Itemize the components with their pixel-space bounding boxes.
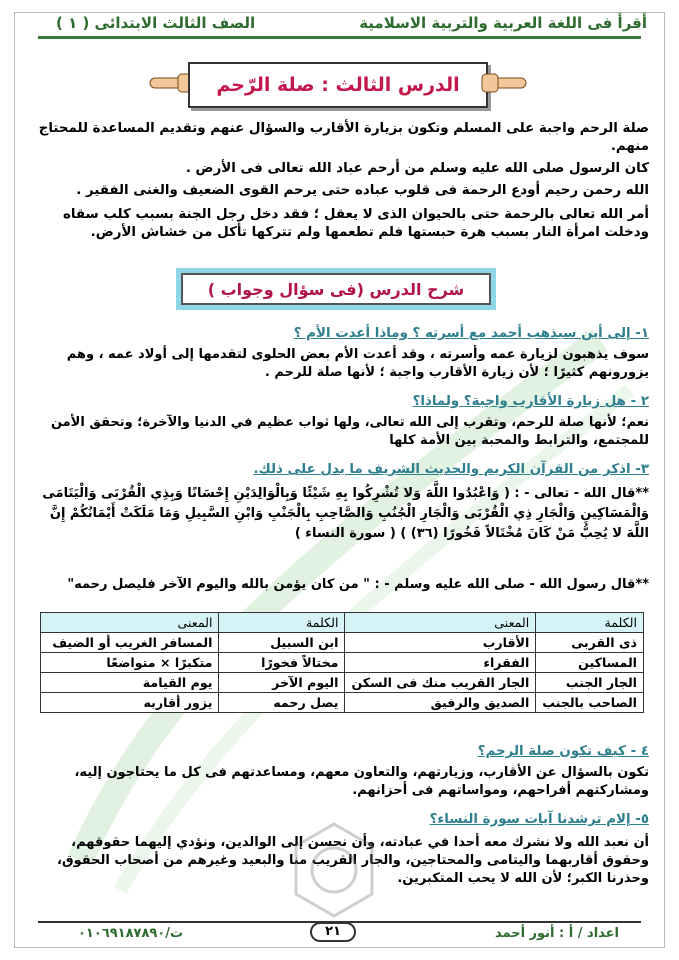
author-credit: اعداد / أ : أنور أحمد [494, 926, 619, 941]
vocabulary-table [40, 612, 644, 713]
table-header-row [41, 613, 644, 633]
answer-4: تكون بالسؤال عن الأقارب، وزيارتهم، والتعاون معهم، ومساعدتهم فى كل ما يحتاجون إليه، ومشاركتهم أفراحهم، ومواساتهم فى أحزانهم. [74, 765, 649, 798]
question-4: ٤ - كيف تكون صلة الرحم؟ [477, 744, 649, 759]
lesson-title: الدرس الثالث : صلة الرّحم [216, 74, 460, 96]
table-cell: الجار القريب منك فى السكن [345, 673, 536, 693]
table-cell: متكبرًا × متواضعًا [41, 653, 219, 673]
table-cell: الصاحب بالجنب [536, 693, 644, 713]
question-3: ٣- اذكر من القرآن الكريم والحديث الشريف ما يدل على ذلك. [253, 462, 649, 477]
series-title: أقرأ فى اللغة العربية والتربية الاسلامية [359, 14, 647, 32]
table-row [41, 673, 644, 693]
table-cell: ذى القربى [536, 633, 644, 653]
intro-paragraph: أمر الله تعالى بالرحمة حتى بالحيوان الذى لا يعقل ؛ فقد دخل رجل الجنة بسبب كلب سقاه ودخلت امرأة النار بسبب هرة حبستها فلم تطعمها ولم تتركها تأكل من خشاش الأرض. [62, 207, 649, 240]
column-header: المعنى [345, 613, 536, 633]
table-row [41, 653, 644, 673]
table-cell: يزور أقاربه [41, 693, 219, 713]
phone-number: ت/٠١٠٦٩١٨٧٨٩٠ [78, 926, 184, 941]
question-5: ٥- إلام ترشدنا آيات سورة النساء؟ [429, 812, 649, 827]
table-cell: الأقارب [345, 633, 536, 653]
grade-label: الصف الثالث الابتدائى ( ١ ) [56, 14, 256, 32]
pointing-hand-icon [478, 70, 528, 96]
page-number: ٢١ [310, 922, 356, 942]
intro-paragraph: كان الرسول صلى الله عليه وسلم من أرحم عباد الله تعالى فى الأرض . [185, 161, 649, 176]
answer-1: سوف يذهبون لزيارة عمه وأسرته ، وقد أعدت الأم بعض الحلوى لتقدمها إلى أولاد عمه ، وهم يزورونهم كثيرًا ؛ لأن زيارة الأقارب واجبة ؛ لأنها صلة للرحم . [66, 347, 649, 380]
table-cell: مختالاً فخورًا [219, 653, 345, 673]
answer-5: أن نعبد الله ولا نشرك معه أحدا في عبادته، وأن نحسن إلى الوالدين، ونؤدي إليهما حقوقهم، وحقوق أقاربهما واليتامى والمحتاجين، والجار القريب منا والبعيد وغيرهم من أصحاب الحقوق، وحذرنا الكبر؛ لأن الله لا يحب المتكبرين. [57, 835, 649, 886]
table-cell: المساكين [536, 653, 644, 673]
table-row [41, 633, 644, 653]
lesson-title-banner [188, 62, 488, 108]
explain-banner [176, 268, 496, 310]
intro-paragraph: صلة الرحم واجبة على المسلم وتكون بزيارة الأقارب والسؤال عنهم وتقديم المساعدة للمحتاج منهم. [38, 121, 649, 154]
table-cell: يصل رحمه [219, 693, 345, 713]
answer-2: نعم؛ لأنها صلة للرحم، وتقرب إلى الله تعالى، ولها ثواب عظيم في الدنيا والآخرة؛ وتحقق الأمن للمجتمع، والترابط والمحبة بين الأمة كلها [50, 415, 649, 448]
column-header: المعنى [41, 613, 219, 633]
column-header: الكلمة [536, 613, 644, 633]
question-1: ١- إلى أين سيذهب أحمد مع أسرته ؟ وماذا أعدت الأم ؟ [293, 326, 649, 341]
question-2: ٢ - هل زيارة الأقارب واجبة؟ ولماذا؟ [412, 394, 649, 409]
table-cell: الفقراء [345, 653, 536, 673]
explain-title: شرح الدرس (فى سؤال وجواب ) [207, 279, 465, 299]
quran-verse: **قال الله - تعالى - : ( وَاعْبُدُوا اللَّهَ وَلا تُشْرِكُوا بِهِ شَيْئًا وَبِالْوَالِدَيْنِ إِحْسَانًا وَبِذِي الْقُرْبَى وَالْيَتَامَى وَالْمَسَاكِينِ وَالْجَارِ ذِي الْقُرْبَى وَالْجَارِ الْجُنُبِ وَالصَّاحِبِ بِالْجَنْبِ وَابْنِ السَّبِيلِ وَمَا مَلَكَتْ أَيْمَانُكُمْ إِنَّ اللَّهَ لا يُحِبُّ مَنْ كَانَ مُخْتَالاً فَخُورًا (٣٦) ) ( سورة النساء ) [42, 486, 649, 541]
table-row [41, 693, 644, 713]
stamp-emblem [286, 820, 382, 920]
hadith: **قال رسول الله - صلى الله عليه وسلم - : " من كان يؤمن بالله واليوم الآخر فليصل رحمه" [67, 577, 649, 592]
table-cell: المسافر الغريب أو الضيف [41, 633, 219, 653]
table-cell: الصديق والرفيق [345, 693, 536, 713]
table-cell: الجار الجنب [536, 673, 644, 693]
column-header: الكلمة [219, 613, 345, 633]
table-cell: اليوم الآخر [219, 673, 345, 693]
intro-paragraph: الله رحمن رحيم أودع الرحمة فى قلوب عباده حتى يرحم القوى الضعيف والغنى الفقير . [76, 183, 649, 198]
table-cell: يوم القيامة [41, 673, 219, 693]
table-cell: ابن السبيل [219, 633, 345, 653]
header-divider [38, 36, 641, 39]
